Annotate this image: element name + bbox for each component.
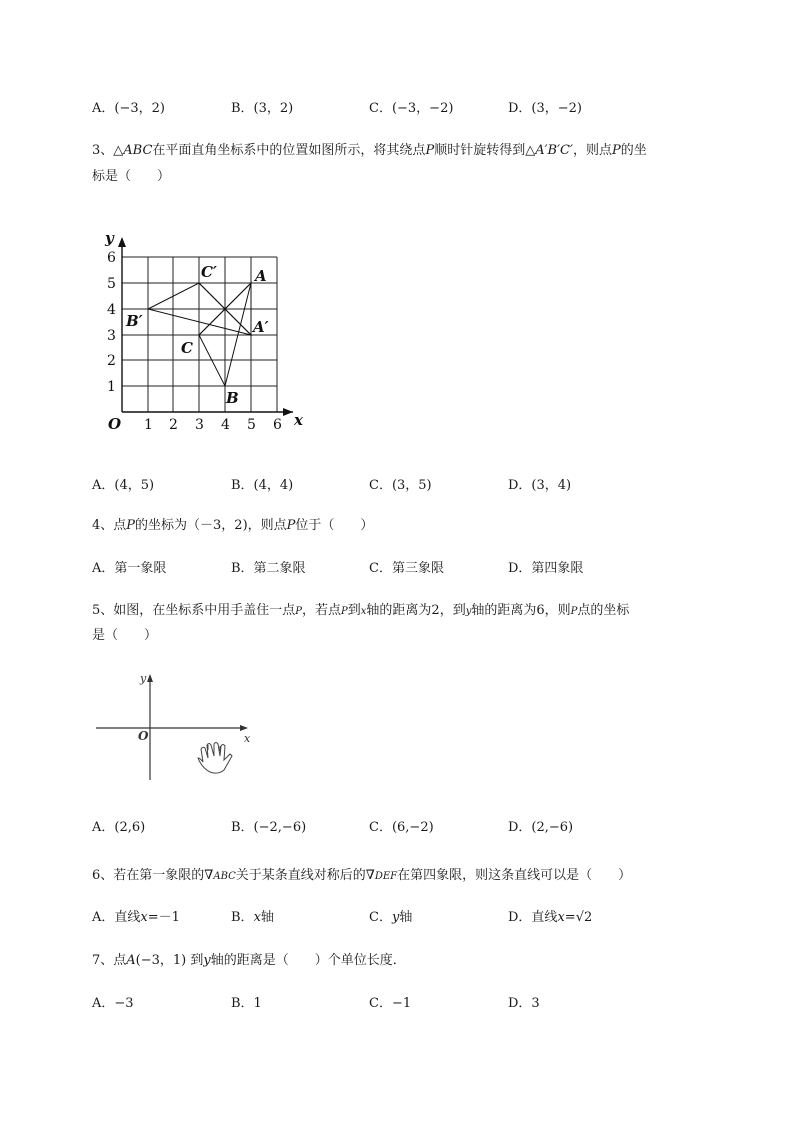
q2-option-c[interactable]: C．(−3，−2) (369, 101, 454, 116)
q5-option-c[interactable]: C．(6,−2) (369, 820, 434, 835)
q3-stem-line2: 标是（ ） (92, 169, 171, 184)
point-label-c-prime: C′ (201, 263, 217, 281)
q6-option-c[interactable] (369, 909, 412, 927)
q6-option-d-var: x (557, 910, 565, 925)
y-tick: 5 (107, 276, 116, 292)
q3-stem-line1 (92, 142, 647, 160)
q5-option-b[interactable]: B．(−2,−6) (231, 820, 307, 835)
q5-option-a[interactable]: A．(2,6) (92, 820, 146, 835)
q6-option-d[interactable] (508, 909, 592, 927)
q7-text: 7、点 (92, 953, 127, 968)
q7-option-a[interactable]: A．−3 (92, 996, 134, 1011)
x-axis-label: x (244, 732, 251, 745)
q6-option-a-var: x (140, 910, 148, 925)
x-tick: 2 (169, 417, 178, 433)
point-label-c: C (181, 339, 193, 357)
q7-option-b[interactable]: B．1 (231, 996, 262, 1011)
q3-option-a[interactable]: A．(4，5) (92, 478, 155, 493)
y-tick: 3 (107, 328, 116, 344)
q6-option-b-var: x (253, 910, 261, 925)
q6-option-b-text: B． (231, 910, 254, 925)
q7-text: (−3，1) 到 (135, 953, 204, 968)
q6-var: DEF (374, 871, 398, 882)
point-label-a-prime: A′ (253, 318, 269, 336)
q6-option-d-text: = (564, 910, 576, 925)
q7-option-c[interactable]: C．−1 (369, 996, 412, 1011)
x-tick: 4 (221, 417, 230, 433)
q5-text: 5、如图，在坐标系中用手盖住一点 (92, 603, 296, 618)
hand-icon (198, 743, 232, 774)
q6-option-b-text: 轴 (260, 910, 274, 925)
sqrt-expression: √2 (575, 910, 593, 925)
y-axis-arrow-icon (118, 237, 126, 247)
y-tick: 1 (107, 379, 116, 395)
q6-text: 在第四象限，则这条直线可以是（ ） (397, 868, 632, 883)
y-tick-labels (107, 250, 116, 395)
x-axis-label: x (294, 411, 303, 429)
q4-text: 位于（ ） (295, 518, 374, 533)
x-axis-arrow-icon (240, 725, 248, 731)
y-axis-label: y (140, 672, 147, 685)
q2-option-b[interactable]: B．(3，2) (231, 101, 294, 116)
q5-text: 到 (347, 603, 361, 618)
q5-stem-line1 (92, 602, 629, 621)
q4-var: P (286, 518, 296, 533)
q6-option-c-text: 轴 (399, 910, 413, 925)
q6-option-a[interactable] (92, 909, 180, 927)
y-tick: 2 (107, 353, 116, 369)
q5-var: P (341, 606, 348, 617)
q3-text: 在平面直角坐标系中的位置如图所示，将其绕点 (152, 143, 426, 158)
q6-option-a-text: A．直线 (92, 910, 141, 925)
q4-option-a[interactable]: A．第一象限 (92, 561, 167, 576)
q7-stem (92, 952, 406, 970)
q5-stem-line2: 是（ ） (92, 628, 158, 643)
q4-stem (92, 517, 373, 535)
q5-var: P (570, 606, 578, 617)
q4-text: 4、点 (92, 518, 127, 533)
y-tick: 4 (107, 302, 116, 318)
q3-text: ，则点 (572, 143, 612, 158)
q4-option-d[interactable]: D．第四象限 (508, 561, 584, 576)
q4-option-c[interactable]: C．第三象限 (369, 561, 444, 576)
point-label-a: A (255, 267, 267, 285)
q5-var: x (360, 606, 367, 617)
y-axis-label: y (105, 229, 114, 247)
q2-option-d[interactable]: D．(3，−2) (508, 101, 583, 116)
q7-text: 轴的距离是（ ）个单位长度． (210, 953, 406, 968)
x-tick: 1 (144, 417, 153, 433)
q6-option-c-var: y (391, 910, 400, 925)
q3-var: P (611, 143, 621, 158)
q7-var: y (203, 953, 211, 968)
q5-text: 点的坐标 (577, 603, 630, 618)
q3-option-c[interactable]: C．(3，5) (369, 478, 432, 493)
q5-var: P (295, 606, 303, 617)
point-label-b: B (226, 389, 239, 407)
y-tick: 6 (107, 250, 116, 266)
x-tick: 5 (247, 417, 256, 433)
q3-var: ABC (123, 143, 153, 158)
y-axis-arrow-icon (147, 674, 153, 682)
q6-option-a-text: =－1 (147, 910, 180, 925)
q4-var: P (126, 518, 136, 533)
q6-option-d-text: D．直线 (508, 910, 558, 925)
x-tick: 3 (195, 417, 204, 433)
x-axis-arrow-icon (283, 408, 293, 416)
q5-text: 轴的距离为6，则 (471, 603, 571, 618)
q5-text: ，若点 (302, 603, 342, 618)
q3-option-d[interactable]: D．(3，4) (508, 478, 572, 493)
origin-label: O (138, 729, 149, 743)
q6-text: 关于某条直线对称后的∇ (235, 868, 375, 883)
q5-var: y (465, 606, 472, 617)
q3-coordinate-figure (95, 225, 315, 435)
x-tick: 6 (273, 417, 282, 433)
q6-var: ABC (213, 871, 236, 882)
q4-option-b[interactable]: B．第二象限 (231, 561, 306, 576)
q4-text: 的坐标为（－3，2)，则点 (135, 518, 287, 533)
q3-text: 的坐 (620, 143, 647, 158)
q5-coordinate-figure (92, 668, 262, 786)
q7-var: A (126, 953, 136, 968)
q6-text: 6、若在第一象限的∇ (92, 868, 214, 883)
q5-option-d[interactable]: D．(2,−6) (508, 820, 574, 835)
q5-text: 轴的距离为2，到 (366, 603, 466, 618)
q3-text: 顺时针旋转得到△ (434, 143, 536, 158)
x-tick-labels (144, 417, 282, 433)
q6-stem (92, 867, 631, 886)
q2-option-a[interactable]: A．(−3，2) (92, 101, 165, 116)
q6-option-c-text: C． (369, 910, 392, 925)
q3-var: A′B′C′ (535, 143, 573, 158)
q7-option-d[interactable]: D．3 (508, 996, 540, 1011)
q6-option-b[interactable] (231, 909, 274, 927)
q3-option-b[interactable]: B．(4，4) (231, 478, 294, 493)
point-label-b-prime: B′ (126, 312, 143, 330)
q3-text: 3、△ (92, 143, 124, 158)
origin-label: O (108, 415, 122, 433)
q3-var: P (425, 143, 435, 158)
